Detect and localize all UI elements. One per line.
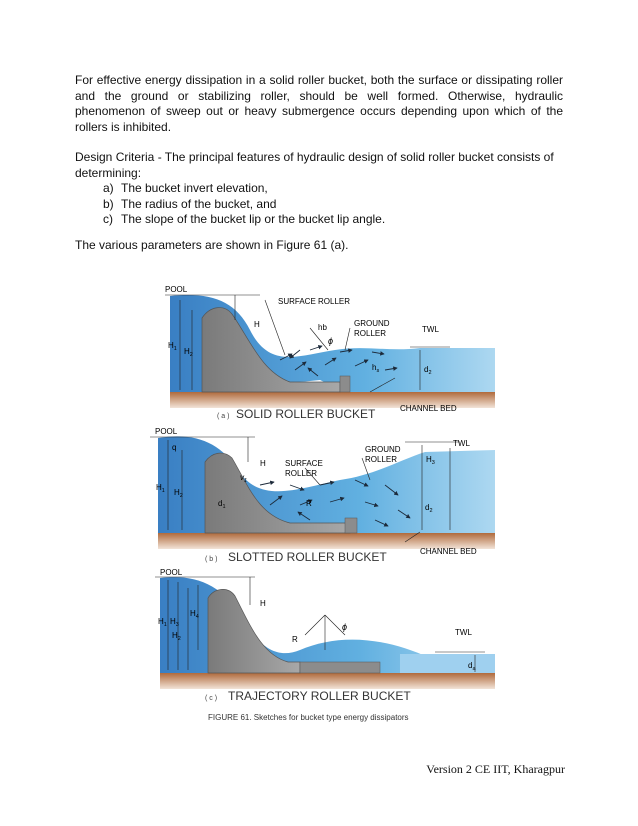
page-footer: Version 2 CE IIT, Kharagpur (426, 762, 565, 776)
label-hb: hb (318, 323, 327, 332)
caption-letter-a: ( a ) (217, 413, 230, 420)
label-h4: $H_4$ (190, 609, 199, 620)
label-d1: $d_1$ (218, 499, 226, 510)
caption-letter-c: ( c ) (205, 695, 218, 702)
slotted-lip (345, 518, 357, 533)
bucket-lip (340, 376, 350, 392)
diagram-solid-roller-bucket (165, 285, 495, 421)
label-h1: $H_1$ (158, 617, 167, 628)
label-d: $d_a$ (468, 661, 476, 672)
diagram-slotted-roller-bucket (150, 427, 495, 564)
label-h: H (254, 320, 260, 329)
list-item: a) The bucket invert elevation, (103, 181, 268, 195)
label-pool: POOL (155, 427, 178, 436)
label-phi: ϕ (342, 622, 348, 632)
design-criteria-intro: Design Criteria - The principal features of hydraulic design of solid roller bucket consists of determining: (75, 150, 554, 180)
list-item: b) The radius of the bucket, and (103, 196, 277, 211)
paragraph-parameters: The various parameters are shown in Figure 61 (a). (75, 238, 349, 252)
label-channel-bed: CHANNEL BED (420, 547, 477, 556)
label-h2: $H_2$ (172, 631, 181, 642)
label-phi: ϕ (328, 336, 334, 346)
caption-slotted-roller-bucket: SLOTTED ROLLER BUCKET (228, 550, 387, 564)
label-pool: POOL (165, 285, 188, 294)
paragraph-roller-formation: For effective energy dissipation in a solid roller bucket, both the surface or dissipating roller and the ground or stabilizing roller, should be well formed. Otherwise, hydraulic phenomenon of sweep out or heavy submergence occurs depending upon which of the rollers is inhibited. (75, 73, 563, 134)
label-twl: TWL (455, 628, 472, 637)
label-pool: POOL (160, 568, 183, 577)
label-surface-roller: SURFACE ROLLER (278, 297, 351, 306)
tailwater (400, 654, 495, 673)
label-v1: $v_1$ (240, 473, 248, 484)
label-ground-roller: ROLLER (365, 455, 398, 464)
apron (300, 662, 380, 673)
label-roller: ROLLER (354, 329, 387, 338)
figure-61 (150, 280, 495, 725)
label-h2: $H_2$ (184, 347, 193, 358)
label-h3: $H_3$ (170, 617, 179, 628)
label-d2: $d_2$ (425, 503, 433, 514)
label-h1: $H_1$ (168, 341, 177, 352)
label-d2: $d_2$ (424, 365, 432, 376)
label-roller: ROLLER (285, 469, 318, 478)
label-h: H (260, 599, 266, 608)
label-hs: $h_s$ (372, 363, 380, 374)
label-r: R (306, 499, 312, 508)
label-h1: $H_1$ (156, 483, 165, 494)
label-r: R (292, 635, 298, 644)
label-channel-bed: CHANNEL BED (400, 404, 457, 413)
design-criteria-block (75, 150, 563, 228)
label-surface: SURFACE (285, 459, 323, 468)
figure-caption: FIGURE 61. Sketches for bucket type energy dissipators (208, 713, 409, 722)
label-h2: $H_2$ (174, 488, 183, 499)
diagram-trajectory-roller-bucket (155, 568, 495, 703)
label-h3: $H_3$ (426, 455, 435, 466)
design-criteria-list (75, 181, 563, 228)
caption-trajectory-roller-bucket: TRAJECTORY ROLLER BUCKET (228, 689, 411, 703)
channel-bed (160, 673, 495, 689)
label-twl: TWL (453, 439, 470, 448)
label-q: q (172, 443, 177, 452)
label-ground: GROUND (365, 445, 401, 454)
label-h: H (260, 459, 266, 468)
caption-solid-roller-bucket: SOLID ROLLER BUCKET (236, 407, 376, 421)
caption-letter-b: ( b ) (205, 556, 218, 563)
figure-61-drawing (150, 280, 495, 725)
label-twl: TWL (422, 325, 439, 334)
list-item: c) The slope of the bucket lip or the bucket lip angle. (103, 212, 386, 226)
label-ground: GROUND (354, 319, 390, 328)
